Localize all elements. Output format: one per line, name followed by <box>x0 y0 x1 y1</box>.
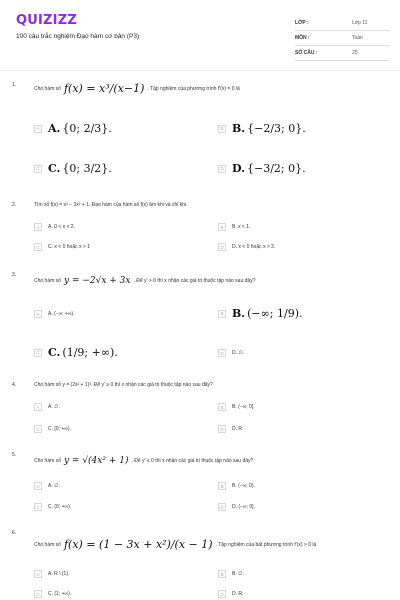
meta-table <box>295 16 390 61</box>
question-prefix: Cho hàm số <box>34 278 61 284</box>
option-box[interactable]: C <box>34 503 42 511</box>
question-3 <box>0 272 400 372</box>
question-prefix: Tìm số f(x) = x³ − 3x² + 1. Đạo hàm của hàm số f(x) âm khi và chỉ khi. <box>34 202 188 208</box>
option-b[interactable] <box>218 307 303 320</box>
meta-label: LỚP : <box>295 20 309 26</box>
option-text: A. ∅. <box>48 404 60 410</box>
option-d[interactable] <box>218 425 242 433</box>
question-suffix: . Để y' ≤ 0 thì x nhận các giá trị thuộc tập nào sau đây? <box>131 458 254 464</box>
option-box[interactable]: A <box>34 403 42 411</box>
question-text <box>34 382 213 388</box>
option-box[interactable]: D <box>218 425 226 433</box>
question-text <box>34 82 240 95</box>
meta-label: SỐ CÂU : <box>295 50 318 56</box>
quizizz-logo: QUIZIZZ <box>16 13 77 28</box>
option-b[interactable] <box>218 223 250 231</box>
option-box[interactable]: B <box>218 310 226 318</box>
question-text <box>34 538 316 551</box>
question-6 <box>0 530 400 600</box>
question-suffix: . Tập nghiệm của bất phương trình f'(x) > 0 là <box>215 541 317 548</box>
option-text: A. (−∞; +∞). <box>48 311 75 317</box>
option-box[interactable]: C <box>34 590 42 598</box>
meta-row-class <box>295 16 390 31</box>
option-box[interactable]: B <box>218 125 226 133</box>
option-box[interactable]: A <box>34 223 42 231</box>
option-b[interactable] <box>218 403 255 411</box>
option-box[interactable]: A <box>34 310 42 318</box>
option-c[interactable] <box>34 425 71 433</box>
question-text <box>34 202 188 208</box>
option-text: D. (−∞; 0]. <box>232 504 255 510</box>
option-a[interactable] <box>34 482 60 490</box>
question-prefix: Cho hàm số <box>34 458 61 464</box>
option-box[interactable]: B <box>218 223 226 231</box>
question-suffix: . Tập nghiệm của phương trình f'(x) = 0 là <box>147 85 240 92</box>
option-d[interactable] <box>218 162 306 175</box>
meta-value: Toán <box>352 35 363 41</box>
option-box[interactable]: A <box>34 125 42 133</box>
option-d[interactable] <box>218 590 243 598</box>
question-prefix: Cho hàm số <box>34 85 61 92</box>
option-text: C. x < 0 hoặc x > 1 <box>48 244 90 250</box>
option-box[interactable]: C <box>34 349 42 357</box>
option-text: B. ∅. <box>232 571 244 577</box>
option-c[interactable] <box>34 503 71 511</box>
option-b[interactable] <box>218 482 255 490</box>
option-text: B. (−∞; 0]. <box>232 404 255 410</box>
question-number: 6. <box>12 530 17 536</box>
option-text: D. x < 0 hoặc x > 2. <box>232 244 276 250</box>
question-5 <box>0 452 400 522</box>
option-box[interactable]: D <box>218 590 226 598</box>
meta-row-count <box>295 46 390 61</box>
meta-value: Lớp 11 <box>352 20 368 26</box>
option-text: A. {0; 2/3}. <box>48 122 112 135</box>
question-prefix: Cho hàm số <box>34 541 61 548</box>
option-b[interactable] <box>218 570 244 578</box>
meta-row-subject <box>295 31 390 46</box>
option-c[interactable] <box>34 243 90 251</box>
option-d[interactable] <box>218 349 244 357</box>
option-text: A. ∅. <box>48 483 60 489</box>
option-box[interactable]: B <box>218 403 226 411</box>
option-text: B. {−2/3; 0}. <box>232 122 306 135</box>
question-number: 1. <box>12 82 17 88</box>
option-text: A. 0 < x < 2. <box>48 224 75 230</box>
option-text: B. x < 1. <box>232 224 251 230</box>
question-number: 2. <box>12 202 17 208</box>
option-text: C. (0; +∞). <box>48 504 72 510</box>
option-a[interactable] <box>34 310 75 318</box>
meta-value: 25 <box>352 50 358 56</box>
option-text: B. (−∞; 0). <box>232 483 255 489</box>
question-formula: f(x) = x³/(x−1) <box>63 82 145 95</box>
option-box[interactable]: C <box>34 425 42 433</box>
header-divider <box>0 70 400 71</box>
option-text: A. R \ {1}. <box>48 571 70 577</box>
option-c[interactable] <box>34 590 71 598</box>
document-title: 100 câu trắc nghiệm Đạo hàm cơ bản (P3) <box>16 33 140 40</box>
question-number: 5. <box>12 452 17 458</box>
question-formula: y = √(4x² + 1) <box>63 456 129 466</box>
option-c[interactable] <box>34 346 118 359</box>
question-1 <box>0 78 400 198</box>
option-a[interactable] <box>34 122 112 135</box>
question-2 <box>0 202 400 262</box>
question-text <box>34 456 253 466</box>
option-a[interactable] <box>34 570 69 578</box>
option-b[interactable] <box>218 122 306 135</box>
option-text: C. (1/9; +∞). <box>48 346 118 359</box>
option-box[interactable]: D <box>218 503 226 511</box>
option-text: D. {−3/2; 0}. <box>232 162 306 175</box>
option-text: C. [0; +∞). <box>48 426 71 432</box>
option-text: B. (−∞; 1/9). <box>232 307 303 320</box>
option-a[interactable] <box>34 223 75 231</box>
question-formula: y = −2√x + 3x <box>63 276 131 286</box>
option-box[interactable]: D <box>218 243 226 251</box>
option-text: C. {0; 3/2}. <box>48 162 112 175</box>
option-d[interactable] <box>218 243 275 251</box>
option-box[interactable]: A <box>34 570 42 578</box>
option-box[interactable]: A <box>34 482 42 490</box>
option-text: D. ∅. <box>232 350 245 356</box>
option-box[interactable]: B <box>218 482 226 490</box>
question-suffix: . Để y' > 0 thì x nhận các giá trị thuộc tập nào sau đây? <box>133 278 256 284</box>
question-prefix: Cho hàm số y = (2x² + 1)³. Để y' ≥ 0 thì x nhận các giá trị thuộc tập nào sau đây? <box>34 382 213 388</box>
option-box[interactable]: D <box>218 165 226 173</box>
option-text: D. R <box>232 426 242 432</box>
option-box[interactable]: D <box>218 349 226 357</box>
option-box[interactable]: C <box>34 243 42 251</box>
question-4 <box>0 382 400 442</box>
question-number: 4. <box>12 382 17 388</box>
question-formula: f(x) = (1 − 3x + x²)/(x − 1) <box>63 538 213 551</box>
question-text <box>34 276 255 286</box>
option-d[interactable] <box>218 503 255 511</box>
question-number: 3. <box>12 272 17 278</box>
meta-label: MÔN : <box>295 35 310 41</box>
document-header <box>0 0 400 70</box>
option-text: D. R. <box>232 591 244 597</box>
option-text: C. (1; +∞). <box>48 591 72 597</box>
option-a[interactable] <box>34 403 60 411</box>
option-box[interactable]: C <box>34 165 42 173</box>
option-c[interactable] <box>34 162 112 175</box>
option-box[interactable]: B <box>218 570 226 578</box>
